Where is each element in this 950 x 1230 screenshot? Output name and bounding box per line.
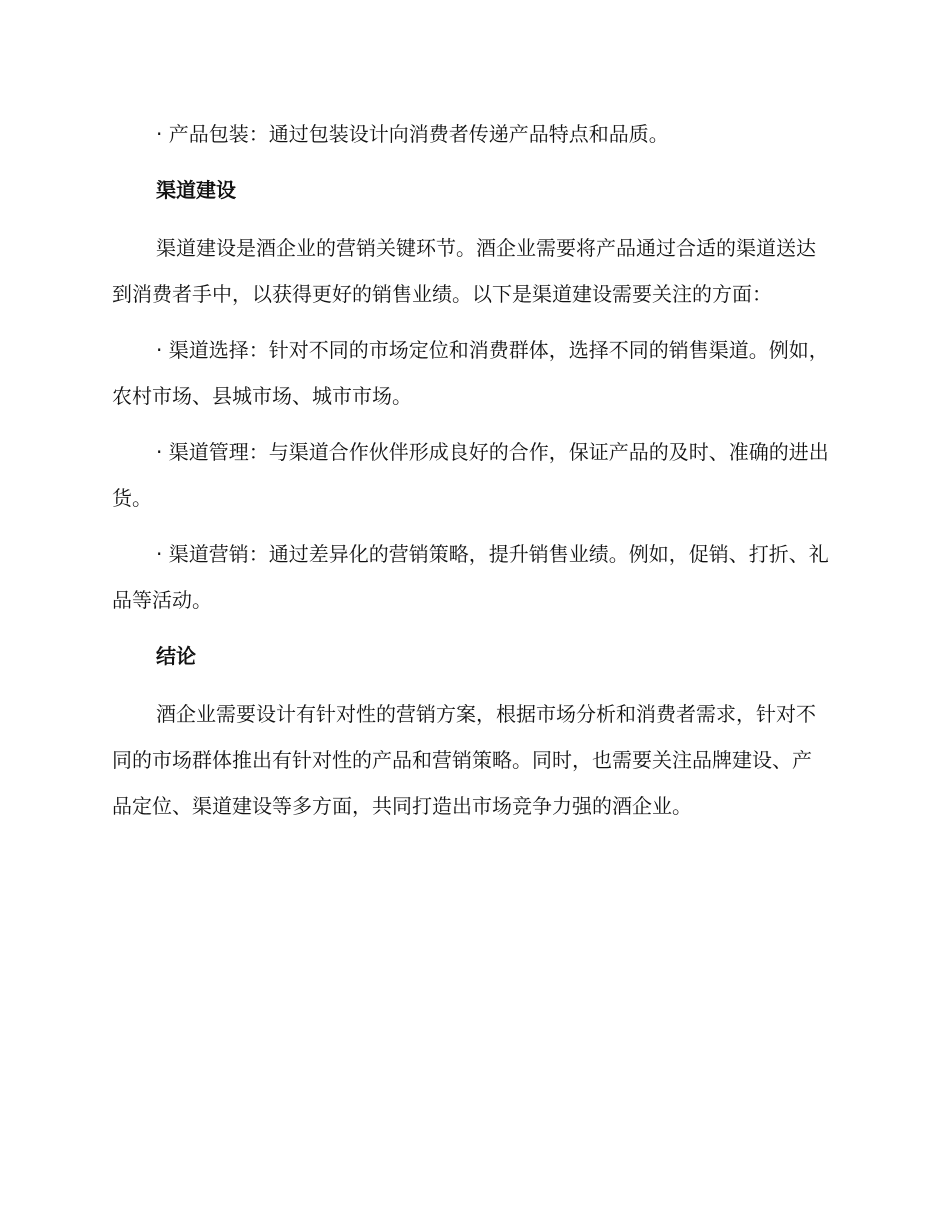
bullet-channel-selection: · 渠道选择：针对不同的市场定位和消费群体，选择不同的销售渠道。例如，农村市场、县城市场、城市市场。 [112,338,829,408]
bullet-product-packaging: · 产品包装：通过包装设计向消费者传递产品特点和品质。 [156,122,669,146]
bullet-channel-marketing: · 渠道营销：通过差异化的营销策略，提升销售业绩。例如，促销、打折、礼品等活动。 [112,542,829,612]
conclusion-paragraph: 酒企业需要设计有针对性的营销方案，根据市场分析和消费者需求，针对不同的市场群体推出有针对性的产品和营销策略。同时，也需要关注品牌建设、产品定位、渠道建设等多方面，共同打造出市场竞争力强的酒企业。 [112,702,816,818]
section-heading-conclusion: 结论 [156,644,196,668]
document-content [112,111,830,839]
bullet-channel-management: · 渠道管理：与渠道合作伙伴形成良好的合作，保证产品的及时、准确的进出货。 [112,440,829,510]
channel-intro-paragraph: 渠道建设是酒企业的营销关键环节。酒企业需要将产品通过合适的渠道送达到消费者手中，以获得更好的销售业绩。以下是渠道建设需要关注的方面： [112,236,816,306]
section-heading-channel: 渠道建设 [156,178,236,202]
